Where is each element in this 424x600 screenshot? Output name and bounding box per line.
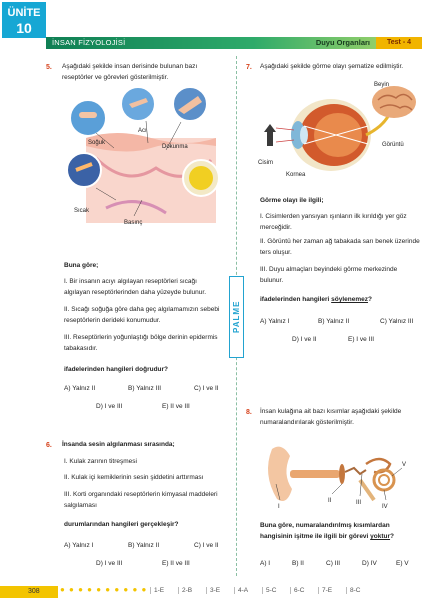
q5-statement-1: I. Bir insanın acıyı algılayan reseptörleri sıcağı algılayan reseptörlerinden daha yüzeyde bulunur. [64,278,207,296]
q6-number: 6. [46,442,52,449]
q6-option-e[interactable]: E) II ve III [162,560,190,567]
q7-stem: Aşağıdaki şekilde görme olayı şematize edilmiştir. [260,63,404,70]
label-sicak: Sıcak [74,208,90,214]
q5-option-c[interactable]: C) I ve II [194,385,219,392]
q6-option-b[interactable]: B) Yalnız II [128,542,160,549]
label-ear-i: I [278,504,280,510]
answer-key-3: 3-E [206,587,220,594]
answer-key-1: 1-E [150,587,164,594]
q8-option-c[interactable]: C) III [326,560,341,567]
q6-question: durumlarından hangileri gerçekleşir? [64,521,179,528]
q5-option-a[interactable]: A) Yalnız II [64,385,96,392]
label-ear-v: V [402,462,407,468]
ear-figure [262,434,412,514]
label-ear-iii: III [356,500,362,506]
q7-option-b[interactable]: B) Yalnız II [318,318,350,325]
q5-number: 5. [46,64,52,71]
q8-option-a[interactable]: A) I [260,560,271,567]
q5-statement-3: III. Reseptörlerin yoğunlaştığı bölge derinin epidermis tabakasıdır. [64,334,218,352]
label-kornea: Kornea [286,172,306,178]
label-aci: Acı [138,128,147,134]
q8-question-emphasis: yoktur [370,533,391,540]
q7-option-d[interactable]: D) I ve II [292,336,317,343]
label-ear-ii: II [328,498,332,504]
answer-key-5: 5-C [262,587,276,594]
answer-key-2: 2-B [178,587,192,594]
q7-statement-2: II. Görüntü her zaman ağ tabakada sarı benek üzerinde ters oluşur. [260,238,420,256]
page-number: 308 [0,586,58,598]
header-bar [46,37,422,49]
test-badge: Test - 4 [376,37,422,49]
label-soguk: Soğuk [88,140,106,146]
q8-number: 8. [246,409,252,416]
q8-option-b[interactable]: B) II [292,560,304,567]
unite-badge [2,2,46,38]
answer-key-8: 8-C [346,587,360,594]
label-basinc: Basınç [124,220,143,226]
label-ear-iv: IV [382,504,388,510]
q5-stem: Aşağıdaki şekilde insan derisinde bulunan bazı reseptörler ve görevleri gösterilmiştir. [62,63,198,81]
answer-key-6: 6-C [290,587,304,594]
label-beyin: Beyin [374,82,390,88]
q7-question-emphasis: söylenemez [331,296,369,303]
label-cisim: Cisim [258,160,273,166]
q7-option-c[interactable]: C) Yalnız III [380,318,414,325]
topic-title: Duyu Organları [315,38,370,47]
q7-lead: Görme olayı ile ilgili; [260,197,324,204]
q8-option-d[interactable]: D) IV [362,560,377,567]
q8-question: Buna göre, numaralandırılmış kısımlardan hangisinin işitme ile ilgili bir görevi yoktur? [260,522,395,540]
q8-stem: İnsan kulağına ait bazı kısımlar aşağıdaki şekilde numaralandırılarak gösterilmiştir. [260,408,402,426]
unite-number: 10 [16,20,32,36]
q7-statement-3: III. Duyu almaçları beyindeki görme merkezinde bulunur. [260,266,398,284]
unite-label: ÜNİTE [7,7,41,19]
q7-number: 7. [246,64,252,71]
q6-statement-2: II. Kulak içi kemiklerinin sesin şiddetini arttırması [64,474,204,481]
q6-option-d[interactable]: D) I ve III [96,560,123,567]
q7-statement-1: I. Cisimlerden yansıyan ışınların ilk kırıldığı yer göz merceğidir. [260,213,407,231]
q6-statement-3: III. Korti organındaki reseptörlerin kimyasal maddeleri salgılaması [64,491,218,509]
subject-title: İNSAN FİZYOLOJİSİ [52,38,126,47]
q5-statement-2: II. Sıcağı soğuğa göre daha geç algılamamızın sebebi reseptörlerin derideki konumudur. [64,306,220,324]
q7-question: ifadelerinden hangileri söylenemez? [260,296,372,303]
footer-dots: ● ● ● ● ● ● ● ● ● ● [60,585,148,594]
q6-statement-1: I. Kulak zarının titreşmesi [64,458,137,465]
answer-key-4: 4-A [234,587,248,594]
q6-option-c[interactable]: C) I ve II [194,542,219,549]
label-dokunma: Dokunma [162,144,188,150]
q6-option-a[interactable]: A) Yalnız I [64,542,94,549]
brand-logo: PALME [229,276,244,358]
label-goruntu: Görüntü [382,142,404,148]
q5-question: ifadelerinden hangileri doğrudur? [64,366,169,373]
q5-lead: Buna göre; [64,262,99,269]
q5-option-b[interactable]: B) Yalnız III [128,385,161,392]
q5-option-d[interactable]: D) I ve III [96,403,123,410]
q6-stem: İnsanda sesin algılanması sırasında; [62,441,175,448]
q7-option-e[interactable]: E) I ve III [348,336,375,343]
footer [0,580,424,600]
q8-option-e[interactable]: E) V [396,560,409,567]
skin-receptors-figure [66,88,226,228]
answer-key-7: 7-E [318,587,332,594]
eye-vision-figure [256,80,418,180]
q5-option-e[interactable]: E) II ve III [162,403,190,410]
q7-option-a[interactable]: A) Yalnız I [260,318,290,325]
